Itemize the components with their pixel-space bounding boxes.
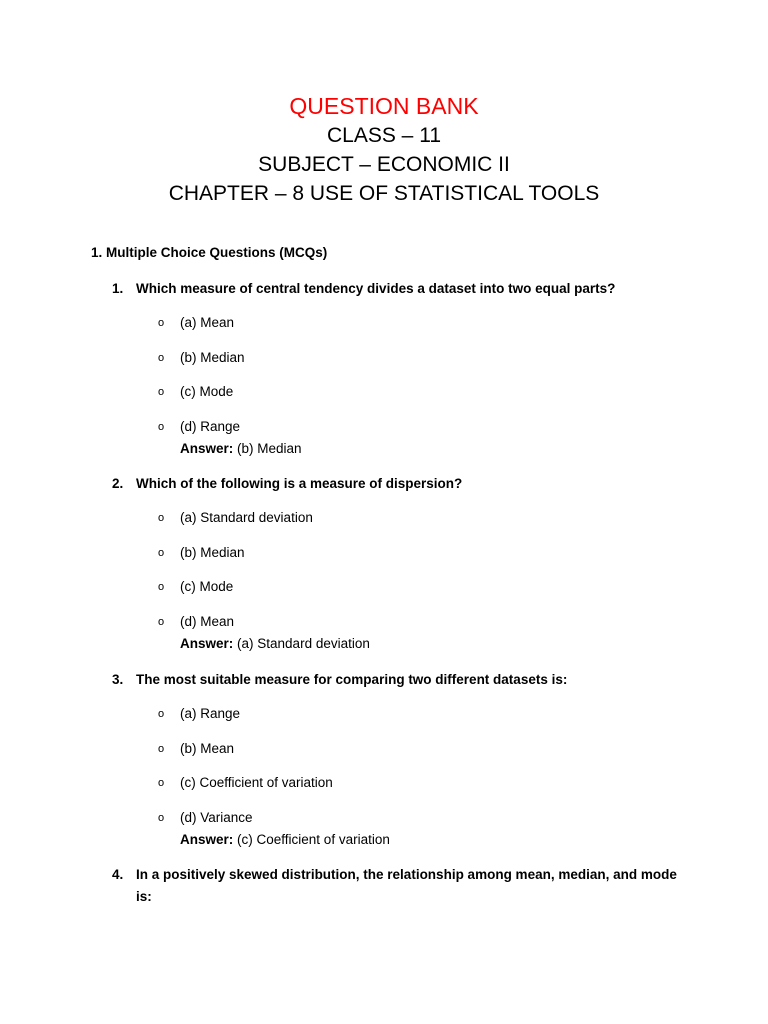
option-item [158, 382, 234, 402]
answer-label: Answer: [180, 636, 234, 651]
bullet-icon: o [158, 812, 165, 824]
option-item [158, 612, 235, 632]
bullet-icon: o [158, 547, 165, 559]
option-label: (a) Range [180, 706, 241, 721]
question-3 [112, 669, 672, 691]
option-item [158, 508, 313, 528]
answer-line [180, 439, 302, 459]
option-label: (c) Mode [180, 579, 234, 594]
option-label: (c) Coefficient of variation [180, 775, 333, 790]
option-item [158, 313, 235, 333]
bullet-icon: o [158, 386, 165, 398]
bullet-icon: o [158, 317, 165, 329]
bullet-icon: o [158, 777, 165, 789]
question-number: 4. [112, 867, 124, 882]
option-label: (a) Standard deviation [180, 510, 313, 525]
option-label: (b) Median [180, 545, 245, 560]
answer-value: (c) Coefficient of variation [237, 832, 390, 847]
bullet-icon: o [158, 512, 165, 524]
section-heading: 1. Multiple Choice Questions (MCQs) [91, 245, 328, 260]
option-label: (c) Mode [180, 384, 234, 399]
class-line: CLASS – 11 [326, 124, 441, 147]
question-number: 1. [112, 281, 124, 296]
option-label: (b) Median [180, 350, 245, 365]
option-item [158, 773, 333, 793]
question-number: 2. [112, 476, 124, 491]
bullet-icon: o [158, 708, 165, 720]
answer-line [180, 634, 370, 654]
subject-line: SUBJECT – ECONOMIC II [258, 153, 510, 176]
chapter-line: CHAPTER – 8 USE OF STATISTICAL TOOLS [168, 182, 600, 205]
option-item [158, 417, 241, 437]
option-item [158, 739, 235, 759]
option-label: (d) Mean [180, 614, 235, 629]
answer-label: Answer: [180, 832, 234, 847]
answer-label: Answer: [180, 441, 234, 456]
question-2 [112, 473, 672, 495]
question-4 [112, 864, 677, 908]
answer-line [180, 830, 390, 850]
bullet-icon: o [158, 581, 165, 593]
option-label: (d) Variance [180, 810, 253, 825]
bullet-icon: o [158, 616, 165, 628]
question-1 [112, 278, 672, 300]
question-text: The most suitable measure for comparing two different datasets is: [136, 672, 568, 687]
question-text: Which measure of central tendency divides a dataset into two equal parts? [136, 281, 616, 296]
option-item [158, 543, 245, 563]
document-title: QUESTION BANK [289, 93, 479, 119]
answer-value: (a) Standard deviation [237, 636, 370, 651]
document-header [0, 92, 768, 208]
option-label: (d) Range [180, 419, 241, 434]
option-item [158, 348, 245, 368]
question-text: Which of the following is a measure of dispersion? [136, 476, 463, 491]
option-item [158, 577, 234, 597]
option-label: (a) Mean [180, 315, 235, 330]
question-number: 3. [112, 672, 124, 687]
bullet-icon: o [158, 743, 165, 755]
question-text: In a positively skewed distribution, the relationship among mean, median, and mode is: [136, 867, 677, 904]
option-label: (b) Mean [180, 741, 235, 756]
bullet-icon: o [158, 352, 165, 364]
answer-value: (b) Median [237, 441, 302, 456]
option-item [158, 704, 241, 724]
option-item [158, 808, 253, 828]
bullet-icon: o [158, 421, 165, 433]
